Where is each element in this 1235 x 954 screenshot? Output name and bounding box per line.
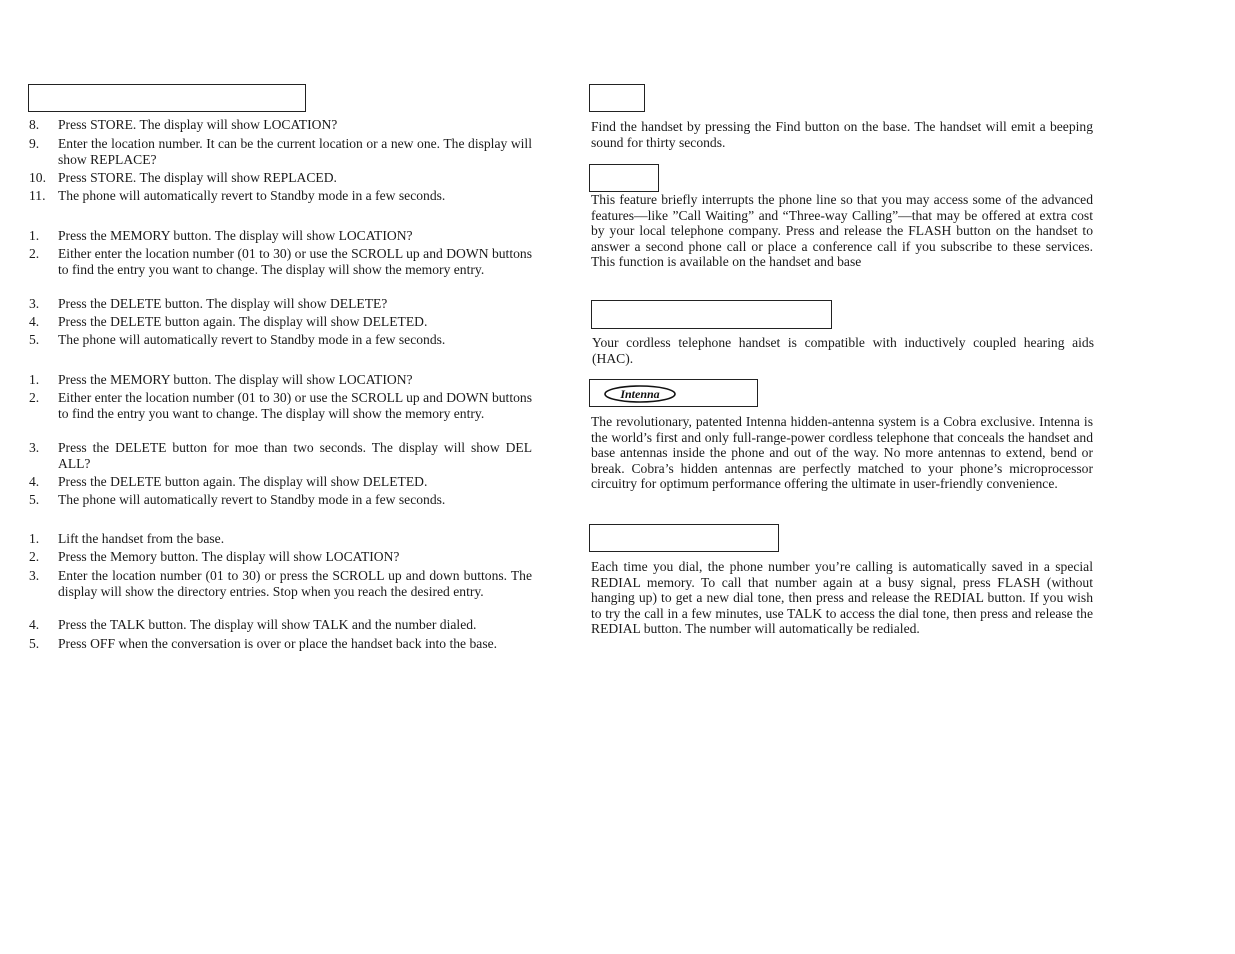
hac-paragraph: Your cordless telephone handset is compatible with inductively coupled hearing aids (HAC). xyxy=(592,335,1094,366)
section-header-box-find xyxy=(589,84,645,112)
svg-text:Intenna: Intenna xyxy=(620,387,660,401)
section-header-box-flash xyxy=(589,164,659,192)
redial-paragraph: Each time you dial, the phone number you’re calling is automatically saved in a special REDIAL memory. To call that number again at a busy signal, press FLASH (without hanging up) to get a new dial tone, then press and release the REDIAL button. If you wish to try the call in a few minutes, use TALK to access the dial tone, then press and release the REDIAL button. The number will automatically be redialed. xyxy=(591,559,1093,637)
flash-paragraph: This feature briefly interrupts the phone line so that you may access some of the advanced features—like ”Call Waiting” and “Three-way Calling”—that may be offered at extra cost by your local telephone company. Press and release the FLASH button on the handset to answer a second phone call or place a conference call if you subscribe to these services. This function is available on the handset and base xyxy=(591,192,1093,270)
section-header-box-intenna xyxy=(589,379,758,407)
intenna-logo-icon xyxy=(603,384,677,404)
section-header-box-redial xyxy=(589,524,779,552)
section-header-box-store xyxy=(28,84,306,112)
section-header-box-hac xyxy=(591,300,832,329)
find-paragraph: Find the handset by pressing the Find button on the base. The handset will emit a beeping sound for thirty seconds. xyxy=(591,119,1093,150)
intenna-paragraph: The revolutionary, patented Intenna hidden-antenna system is a Cobra exclusive. Intenna is the world’s first and only full-range-power cordless telephone that conceals the handset and base antennas inside the phone and out of the way. No more antennas to extend, bend or break. Cobra’s hidden antennas are perfectly matched to your phone’s microprocessor circuitry for optimum performance offering the ultimate in user-friendly convenience. xyxy=(591,414,1093,492)
